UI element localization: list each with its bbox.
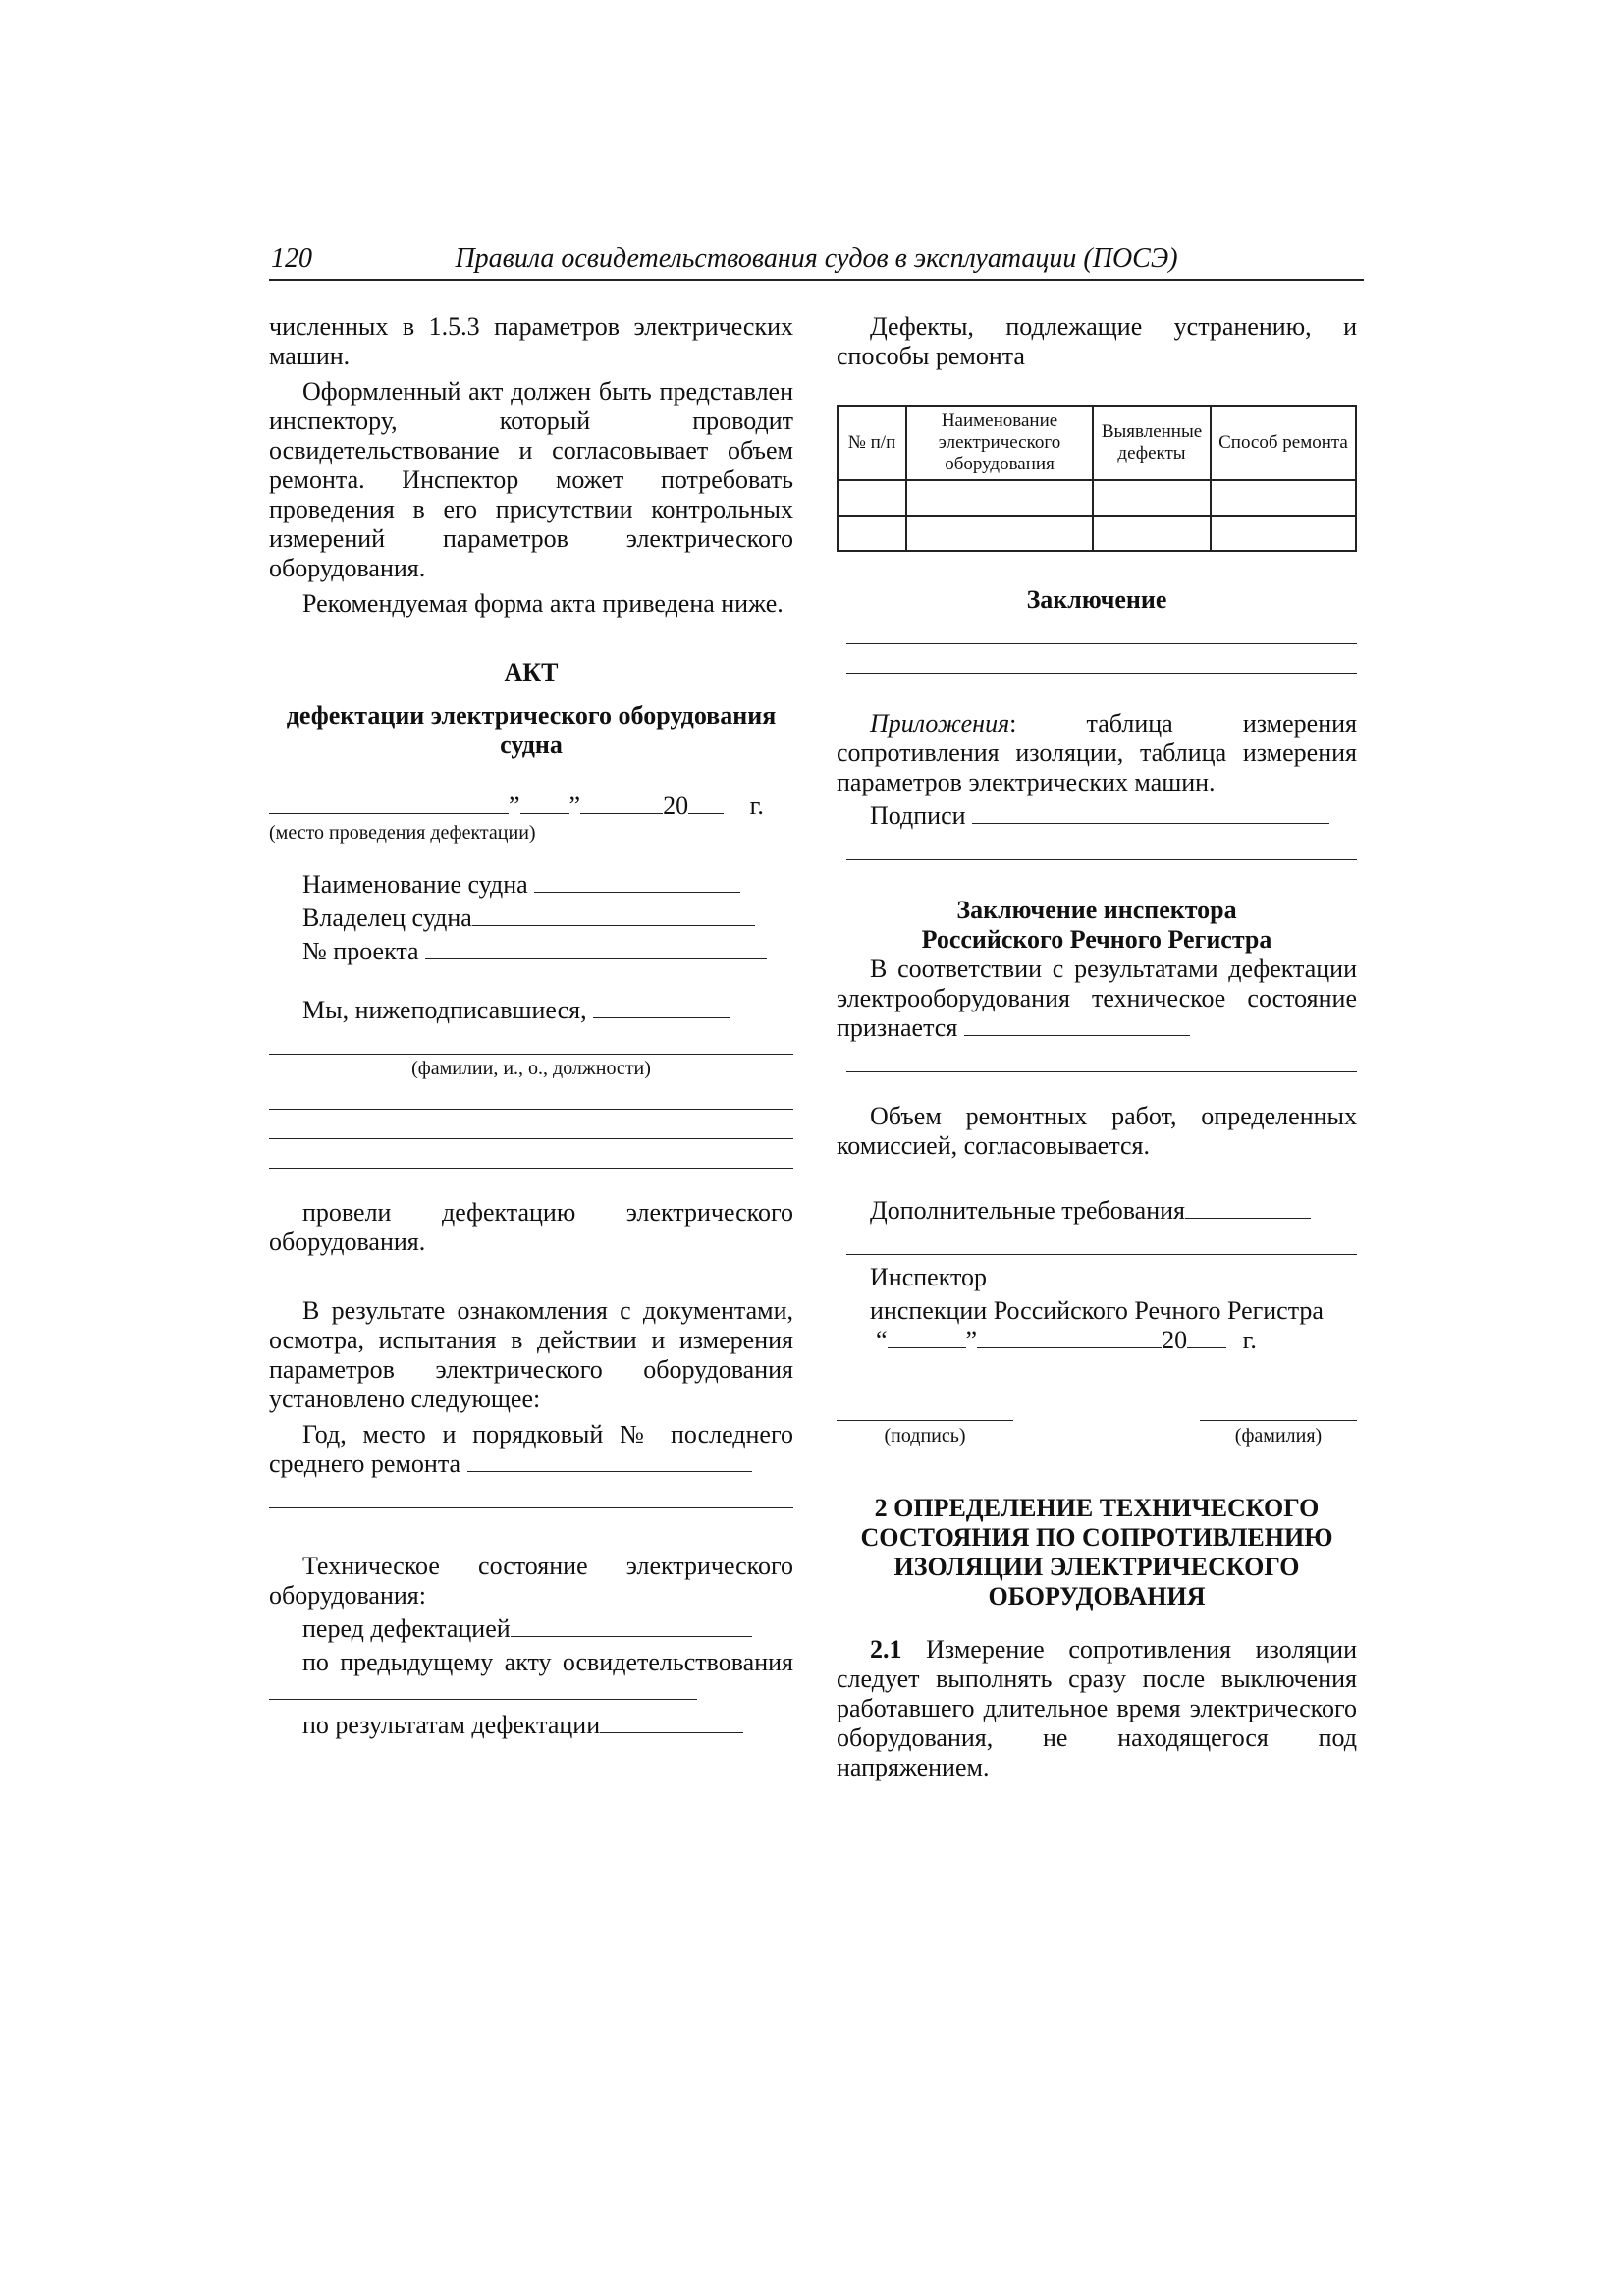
page-number: 120 bbox=[271, 244, 312, 274]
fill-line bbox=[846, 831, 1357, 860]
paragraph: инспекции Российского Речного Регистра bbox=[870, 1296, 1324, 1325]
act-title: АКТ bbox=[504, 658, 559, 686]
by-results-field: по результатам дефектации bbox=[269, 1711, 793, 1740]
surname-caption: (фамилия) bbox=[1234, 1425, 1323, 1447]
fill-line bbox=[846, 644, 1357, 674]
last-repair-field: Год, место и порядковый № последнего среднего ремонта bbox=[269, 1420, 793, 1478]
left-column bbox=[269, 312, 793, 1740]
date-place-line: ” ” 20 г. bbox=[269, 792, 793, 821]
project-field: № проекта bbox=[269, 937, 793, 966]
paragraph: Рекомендуемая форма акта приведена ниже. bbox=[302, 589, 784, 618]
fill-line bbox=[269, 1139, 793, 1169]
table-row bbox=[838, 516, 1356, 551]
fill-line bbox=[269, 1479, 793, 1508]
fill-line bbox=[846, 1226, 1357, 1255]
fill-line bbox=[846, 615, 1357, 644]
running-title: Правила освидетельствования судов в эксплуатации (ПОСЭ) bbox=[455, 244, 1178, 274]
table-header-row bbox=[838, 406, 1356, 480]
inspector-field: Инспектор bbox=[837, 1263, 1357, 1292]
sign-caption: (подпись) bbox=[884, 1425, 966, 1447]
fill-line bbox=[846, 1043, 1357, 1072]
act-subtitle: дефектации электрического оборудования судна bbox=[286, 701, 777, 759]
place-caption: (место проведения дефектации) bbox=[269, 822, 536, 844]
before-field: перед дефектацией bbox=[269, 1614, 793, 1644]
accordance-field: В соответствии с результатами дефектации электрооборудования техническое состояние признается bbox=[837, 955, 1357, 1042]
paragraph: Объем ремонтных работ, определенных комиссией, согласовывается. bbox=[837, 1102, 1357, 1160]
inspector-conclusion-title: Заключение инспектора bbox=[956, 896, 1237, 924]
paragraph: Оформленный акт должен быть представлен инспектору, который проводит освидетельствование и согласовывает объем ремонта. Инспектор может потребовать проведения в его присутствии контрольных измерений параметров электрического оборудования. bbox=[269, 377, 793, 582]
ship-name-field: Наименование судна bbox=[269, 870, 793, 900]
fill-line bbox=[269, 1110, 793, 1139]
table-header: № п/п bbox=[838, 406, 906, 480]
section-heading: 2 ОПРЕДЕЛЕНИЕ ТЕХНИЧЕСКОГО СОСТОЯНИЯ ПО СОПРОТИВЛЕНИЮ ИЗОЛЯЦИИ ЭЛЕКТРИЧЕСКОГО ОБОРУДОВАНИЯ bbox=[860, 1494, 1333, 1611]
signature-block bbox=[837, 1398, 1357, 1450]
page-header bbox=[269, 242, 1364, 281]
table-header: Способ ремонта bbox=[1211, 406, 1356, 480]
table-header: Наименование электрического оборудования bbox=[906, 406, 1093, 480]
paragraph: Дефекты, подлежащие устранению, и способы ремонта bbox=[837, 312, 1357, 370]
conclusion-title: Заключение bbox=[1026, 585, 1167, 614]
table-row bbox=[838, 480, 1356, 516]
paragraph: Техническое состояние электрического оборудования: bbox=[269, 1552, 793, 1610]
names-caption: (фамилии, и., о., должности) bbox=[411, 1058, 651, 1079]
owner-field: Владелец судна bbox=[269, 903, 793, 933]
fill-line bbox=[269, 1080, 793, 1110]
paragraph: В результате ознакомления с документами, осмотра, испытания в действии и измерения параметров электрического оборудования установлено следующее: bbox=[269, 1296, 793, 1413]
appendix-paragraph: Приложения: таблица измерения сопротивления изоляции, таблица измерения параметров электрических машин. bbox=[837, 709, 1357, 796]
right-column bbox=[837, 312, 1357, 1782]
fill-line bbox=[269, 1025, 793, 1055]
defects-table bbox=[837, 405, 1357, 552]
clause-paragraph: 2.1 Измерение сопротивления изоляции следует выполнять сразу после выключения работавшего длительное время электрического оборудования, не находящегося под напряжением. bbox=[837, 1635, 1357, 1781]
table-header: Выявленные дефекты bbox=[1093, 406, 1211, 480]
paragraph: численных в 1.5.3 параметров электрических машин. bbox=[269, 312, 793, 370]
inspector-date-line: “ ” 20 г. bbox=[876, 1326, 1257, 1354]
undersigned-field: Мы, нижеподписавшиеся, bbox=[269, 996, 793, 1025]
paragraph: провели дефектацию электрического оборудования. bbox=[269, 1198, 793, 1256]
signatures-field: Подписи bbox=[837, 801, 1357, 831]
additional-field: Дополнительные требования bbox=[837, 1196, 1357, 1226]
previous-field: по предыдущему акту освидетельствования bbox=[269, 1648, 793, 1707]
inspector-conclusion-title: Российского Речного Регистра bbox=[921, 925, 1272, 954]
